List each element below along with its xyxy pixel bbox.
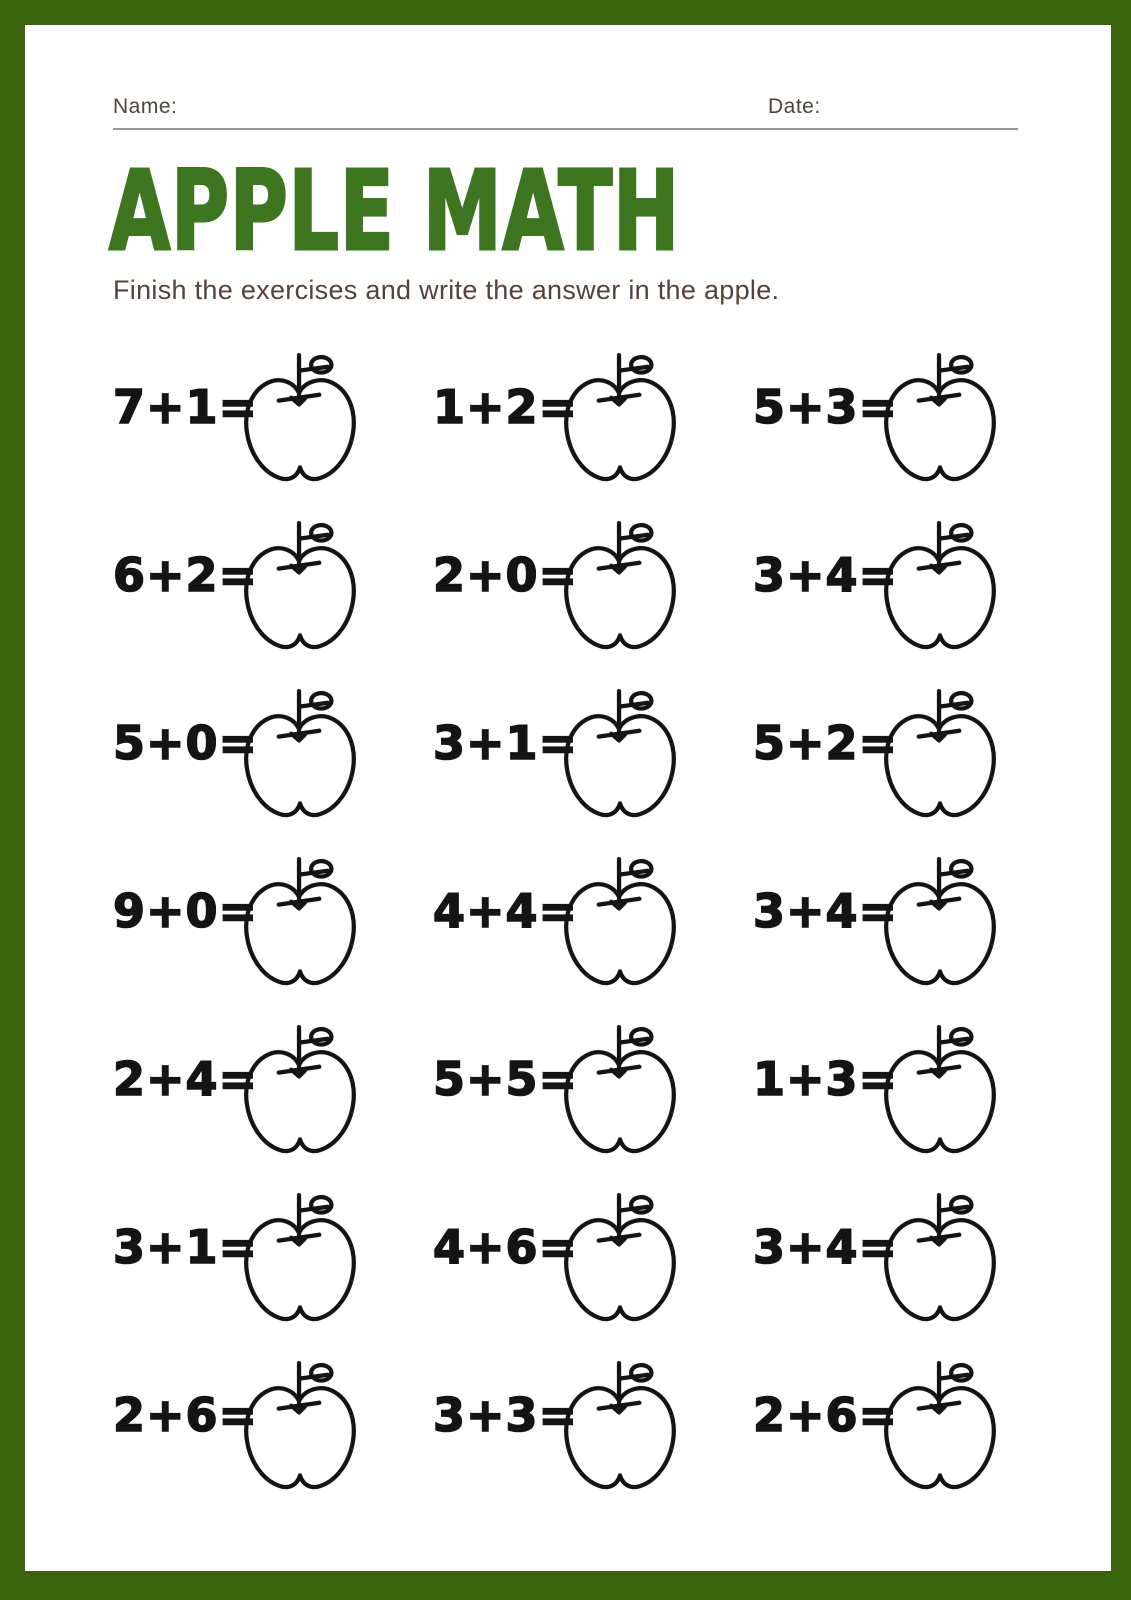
apple-stem-dash [919,731,960,737]
problem-equation: 3+4= [753,1220,899,1275]
problem-cell [113,1022,433,1190]
problem-cell [753,518,1073,686]
problem-equation: 5+0= [113,716,259,771]
apple-stem-dash [599,899,640,905]
problem-equation: 5+5= [433,1052,579,1107]
problem-equation: 9+0= [113,884,259,939]
problem-cell [753,1190,1073,1358]
apple-stem-dash [279,1067,320,1073]
apple-stem-dash [919,899,960,905]
apple-stem-dash [919,395,960,401]
problem-cell [433,1358,753,1526]
apple-stem-dash [599,731,640,737]
problems-grid [113,350,1051,1526]
page-title: APPLE MATH [109,147,681,275]
apple-answer-area[interactable] [561,518,679,654]
apple-stem-dash [279,1403,320,1409]
name-date-underline[interactable] [113,128,1018,130]
apple-stem-dash [599,395,640,401]
apple-answer-area[interactable] [561,854,679,990]
problem-cell [113,350,433,518]
apple-stem-dash [919,1067,960,1073]
problem-cell [113,1190,433,1358]
apple-answer-area[interactable] [881,1358,999,1494]
apple-answer-area[interactable] [561,1190,679,1326]
problem-cell [433,518,753,686]
problem-cell [433,686,753,854]
problem-equation: 2+4= [113,1052,259,1107]
problem-equation: 4+6= [433,1220,579,1275]
instructions-text: Finish the exercises and write the answer in the apple. [113,275,780,305]
apple-answer-area[interactable] [241,1358,359,1494]
problem-cell [753,1358,1073,1526]
worksheet-page [25,25,1111,1571]
header-fields-row [113,95,1018,121]
apple-answer-area[interactable] [881,1022,999,1158]
apple-answer-area[interactable] [561,1358,679,1494]
apple-stem-dash [279,731,320,737]
apple-answer-area[interactable] [881,854,999,990]
apple-stem-dash [919,1235,960,1241]
apple-stem-dash [279,899,320,905]
apple-answer-area[interactable] [881,518,999,654]
problem-equation: 1+2= [433,380,579,435]
apple-answer-area[interactable] [561,686,679,822]
apple-answer-area[interactable] [561,350,679,486]
problem-cell [753,1022,1073,1190]
problem-equation: 3+4= [753,548,899,603]
problem-equation: 3+1= [433,716,579,771]
apple-stem-dash [279,395,320,401]
problem-equation: 2+0= [433,548,579,603]
problem-equation: 3+1= [113,1220,259,1275]
problem-equation: 4+4= [433,884,579,939]
problem-cell [753,854,1073,1022]
apple-stem-dash [279,563,320,569]
apple-answer-area[interactable] [241,1190,359,1326]
apple-answer-area[interactable] [881,1190,999,1326]
apple-answer-area[interactable] [241,518,359,654]
apple-answer-area[interactable] [561,1022,679,1158]
problem-cell [113,854,433,1022]
problem-equation: 5+2= [753,716,899,771]
problem-cell [433,1022,753,1190]
problem-equation: 1+3= [753,1052,899,1107]
problem-equation: 6+2= [113,548,259,603]
problem-cell [113,518,433,686]
apple-answer-area[interactable] [881,350,999,486]
problem-equation: 2+6= [113,1388,259,1443]
problem-cell [113,1358,433,1526]
apple-stem-dash [599,563,640,569]
apple-answer-area[interactable] [881,686,999,822]
problem-cell [753,686,1073,854]
problem-cell [433,854,753,1022]
apple-stem-dash [919,1403,960,1409]
apple-stem-dash [279,1235,320,1241]
apple-stem-dash [919,563,960,569]
problem-equation: 3+4= [753,884,899,939]
problem-equation: 7+1= [113,380,259,435]
apple-stem-dash [599,1235,640,1241]
apple-answer-area[interactable] [241,686,359,822]
problem-cell [433,350,753,518]
name-label: Name: [113,95,178,118]
problem-cell [753,350,1073,518]
apple-answer-area[interactable] [241,350,359,486]
apple-stem-dash [599,1403,640,1409]
date-label: Date: [768,95,821,118]
apple-answer-area[interactable] [241,854,359,990]
problem-cell [433,1190,753,1358]
apple-answer-area[interactable] [241,1022,359,1158]
problem-equation: 2+6= [753,1388,899,1443]
apple-stem-dash [599,1067,640,1073]
problem-equation: 3+3= [433,1388,579,1443]
problem-equation: 5+3= [753,380,899,435]
problem-cell [113,686,433,854]
